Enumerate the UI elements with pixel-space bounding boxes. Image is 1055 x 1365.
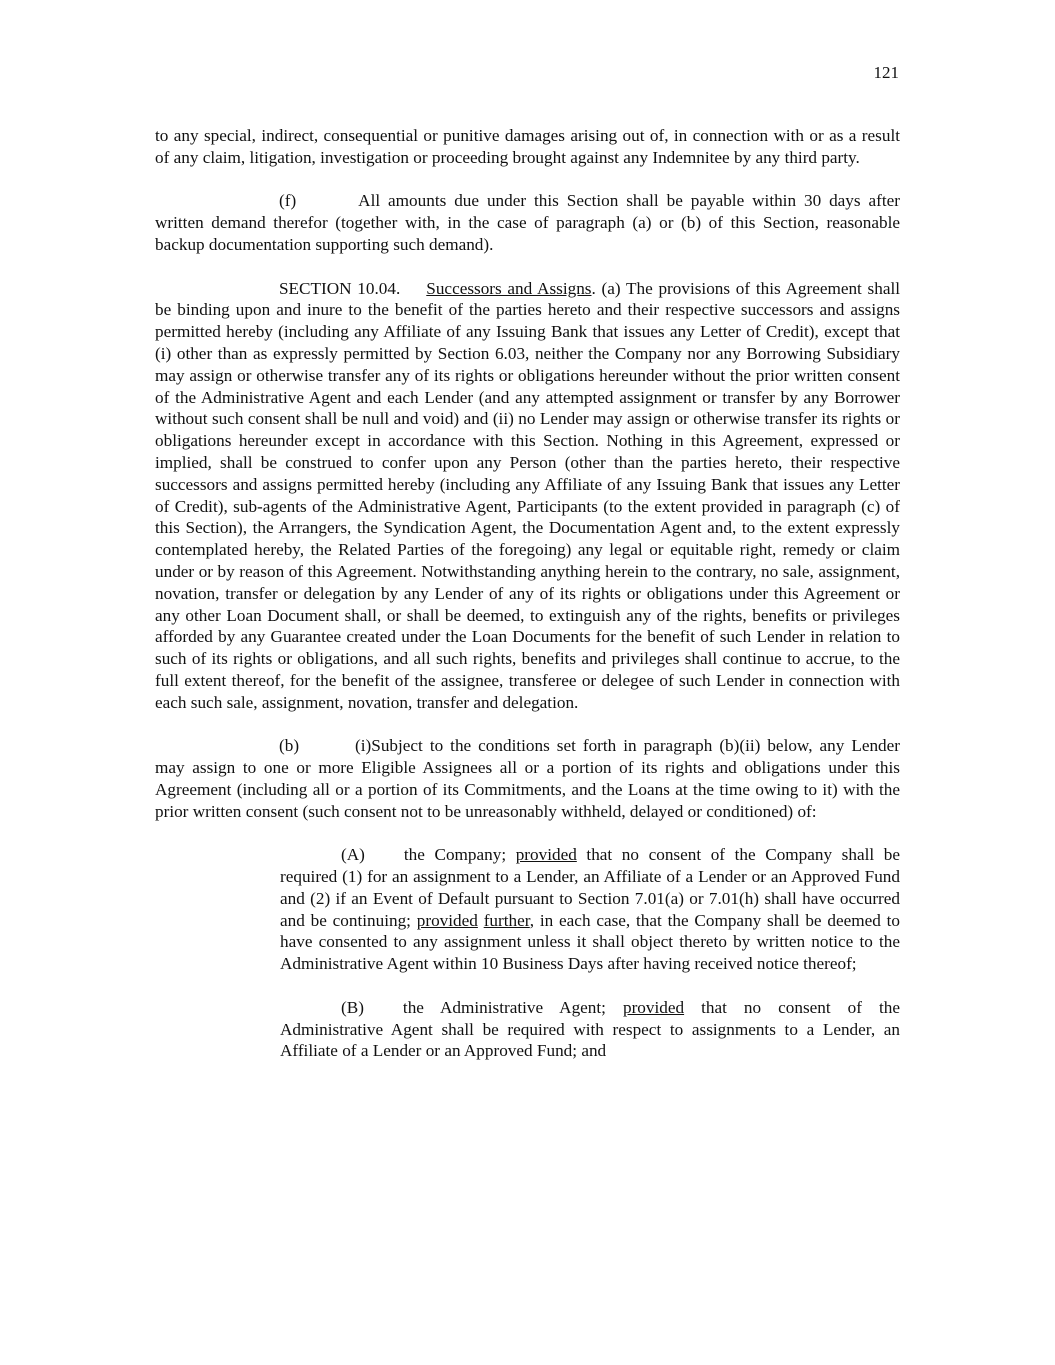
further-term: further xyxy=(483,910,530,930)
paragraph-label: (f) xyxy=(279,191,297,211)
subparagraph-a: (A) the Company; provided that no consent of the Company shall be required (1) for an assignment to a Lender, an Affiliate of a Lender or an Approved Fund and (2) if an Event of Default pursuant to Section 7.01(a) or 7.01(h) shall have occurred and be continuing; provided further, in each case, that the Company shall be deemed to have consented to any assignment unless it shall object thereto by written notice to the Administrative Agent within 10 Business Days after having received notice thereof; xyxy=(280,845,900,974)
provided-term: provided xyxy=(515,845,577,865)
paragraph-b xyxy=(155,735,900,822)
paragraph-text: to any special, indirect, consequential or punitive damages arising out of, in connection with or as a result of any claim, litigation, investigation or proceeding brought against any Indemnitee by any third party. xyxy=(155,126,900,167)
document-body xyxy=(155,125,900,1084)
provided-term: provided xyxy=(416,910,478,930)
paragraph-label: (b) xyxy=(279,736,300,756)
paragraph-text: (i)Subject to the conditions set forth in paragraph (b)(ii) below, any Lender may assign to one or more Eligible Assignees all or a portion of its rights and obligations under this Agreement (including all or a portion of its Commitments, and the Loans at the time owing to it) with the prior written consent (such consent not to be unreasonably withheld, delayed or conditioned) of: xyxy=(155,736,900,821)
subparagraph-b: (B) the Administrative Agent; provided that no consent of the Administrative Agent shall be required with respect to assignments to a Lender, an Affiliate of a Lender or an Approved Fund; and xyxy=(280,997,900,1061)
section-10-04 xyxy=(155,278,900,714)
paragraph-text: . (a) The provisions of this Agreement shall be binding upon and inure to the benefit of the parties hereto and their respective successors and assigns permitted hereby (including any Affiliate of any Issuing Bank that issues any Letter of Credit), except that (i) other than as expressly permitted by Section 6.03, neither the Company nor any Borrowing Subsidiary may assign or otherwise transfer any of its rights or obligations hereunder without the prior written consent of the Administrative Agent and each Lender (and any attempted assignment or transfer by any Borrower without such consent shall be null and void) and (ii) no Lender may assign or otherwise transfer its rights or obligations hereunder except in accordance with this Section. Nothing in this Agreement, expressed or implied, shall be construed to confer upon any Person (other than the parties hereto, their respective successors and assigns permitted hereby (including any Affiliate of any Issuing Bank that issues any Letter of Credit), sub-agents of the Administrative Agent, Participants (to the extent provided in paragraph (c) of this Section), the Arrangers, the Syndication Agent, the Documentation Agent and, to the extent expressly contemplated hereby, the Related Parties of the foregoing) any legal or equitable right, remedy or claim under or by reason of this Agreement. Notwithstanding anything herein to the contrary, no sale, assignment, novation, transfer or delegation by any Lender of any of its rights or obligations under this Agreement or any other Loan Document shall, or shall be deemed, to extinguish any of the rights, benefits or privileges afforded by any Guarantee created under the Loan Documents for the benefit of such Lender in relation to such of its rights or obligations, and all such rights, benefits and privileges shall continue to accrue, to the full extent thereof, for the benefit of the assignee, transferee or delegee of such Lender in connection with each such sale, assignment, novation, transfer and delegation. xyxy=(155,278,901,712)
provided-term: provided xyxy=(622,997,685,1017)
section-heading: Successors and Assigns xyxy=(426,278,592,298)
subparagraph-label: (A) xyxy=(341,845,365,865)
paragraph-text: All amounts due under this Section shall be payable within 30 days after written demand therefor (together with, in the case of paragraph (a) or (b) of this Section, reasonable backup documentation supporting such demand). xyxy=(155,191,900,254)
paragraph-indemnity-continuation xyxy=(155,125,900,169)
subparagraph-label: (B) xyxy=(341,997,364,1017)
paragraph-f xyxy=(155,190,900,255)
section-number: SECTION 10.04. xyxy=(279,278,401,298)
page-number: 121 xyxy=(873,63,899,82)
